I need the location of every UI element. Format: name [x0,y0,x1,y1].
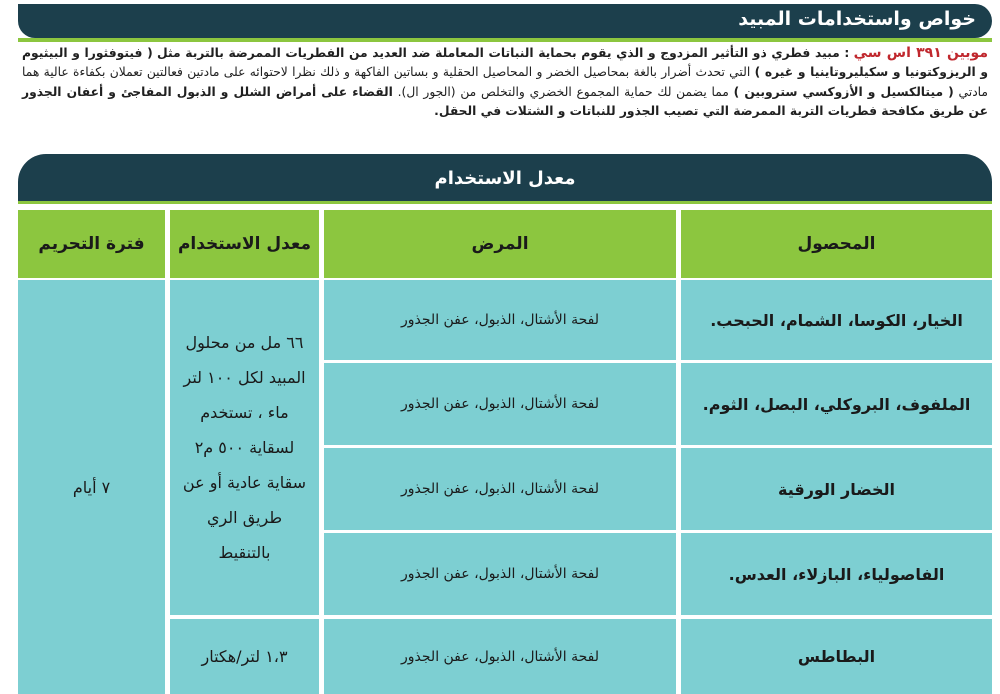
header-accent-bar [18,38,992,42]
intro-part3: مما يضمن لك حماية المجموع الخضري والتخلص من [460,84,729,99]
intro-paragraph [22,44,988,121]
header-period: فترة التحريم [18,210,165,278]
intro-collar: (الجور ال). [397,84,456,99]
intro-part1: : مبيد فطري ذو التأثير المزدوج و الذي يقوم بحماية النباتات المعاملة ضد العديد من الفطريات الممرضة بالتربة مثل [156,46,850,60]
table-row-2-crop: الملفوف، البروكلي، البصل، الثوم. [681,363,992,445]
table-row-4-crop: الفاصولياء، البازلاء، العدس. [681,533,992,615]
table-row-5-disease: لفحة الأشتال، الذبول، عفن الجذور [324,619,676,694]
section-title: خواص واستخدامات المبيد [738,8,976,30]
intro-actives: ( ميتالكسيل و الأزوكسي ستروبين ) [733,84,954,99]
usage-table [18,154,992,694]
header-rate: معدل الاستخدام [170,210,319,278]
table-row-5-crop: البطاطس [681,619,992,694]
header-crop: المحصول [681,210,992,278]
table-row-4-disease: لفحة الأشتال، الذبول، عفن الجذور [324,533,676,615]
intro-part4: القضاء على أمراض الشلل و الذبول المفاجئ و أعفان الجذور عن طريق مكافحة فطريات التربة الممرضة التي تصيب الجذور للنباتات و الشتلات في الحقل. [22,84,988,118]
intro-part2: التي تحدث أضرار بالغة بمحاصيل الخضر و المحاصيل الحقلية و بساتين الفاكهة و ذلك نظرا لاحتوائه على مادتين فعالتين تعملان بكفاءة عالية هما مادتي [22,65,988,99]
table-title-accent [18,201,992,204]
table-title-bar [18,154,992,204]
table-row-3-disease: لفحة الأشتال، الذبول، عفن الجذور [324,448,676,530]
table-row-2-disease: لفحة الأشتال، الذبول، عفن الجذور [324,363,676,445]
section-header [18,4,992,38]
rate-merged-cell: ٦٦ مل من محلول المبيد لكل ١٠٠ لتر ماء ، تستخدم لسقاية ٥٠٠ م٢ سقاية عادية أو عن طريق الري بالتنقيط [170,280,319,615]
period-merged-cell: ٧ أيام [18,280,165,694]
table-title: معدل الاستخدام [434,168,576,189]
table-row-1-disease: لفحة الأشتال، الذبول، عفن الجذور [324,280,676,360]
header-disease: المرض [324,210,676,278]
rate-potato-cell: ١،٣ لتر/هكتار [170,619,319,694]
table-row-1-crop: الخيار، الكوسا، الشمام، الحبحب. [681,280,992,360]
table-row-3-crop: الخضار الورقية [681,448,992,530]
product-name: موبين ٣٩١ اس سي [853,45,988,61]
intro-pathogens: ( فيتوفثورا و البيثيوم و الريزوكتونيا و سكيليروتاينيا و غيره ) [22,46,988,80]
